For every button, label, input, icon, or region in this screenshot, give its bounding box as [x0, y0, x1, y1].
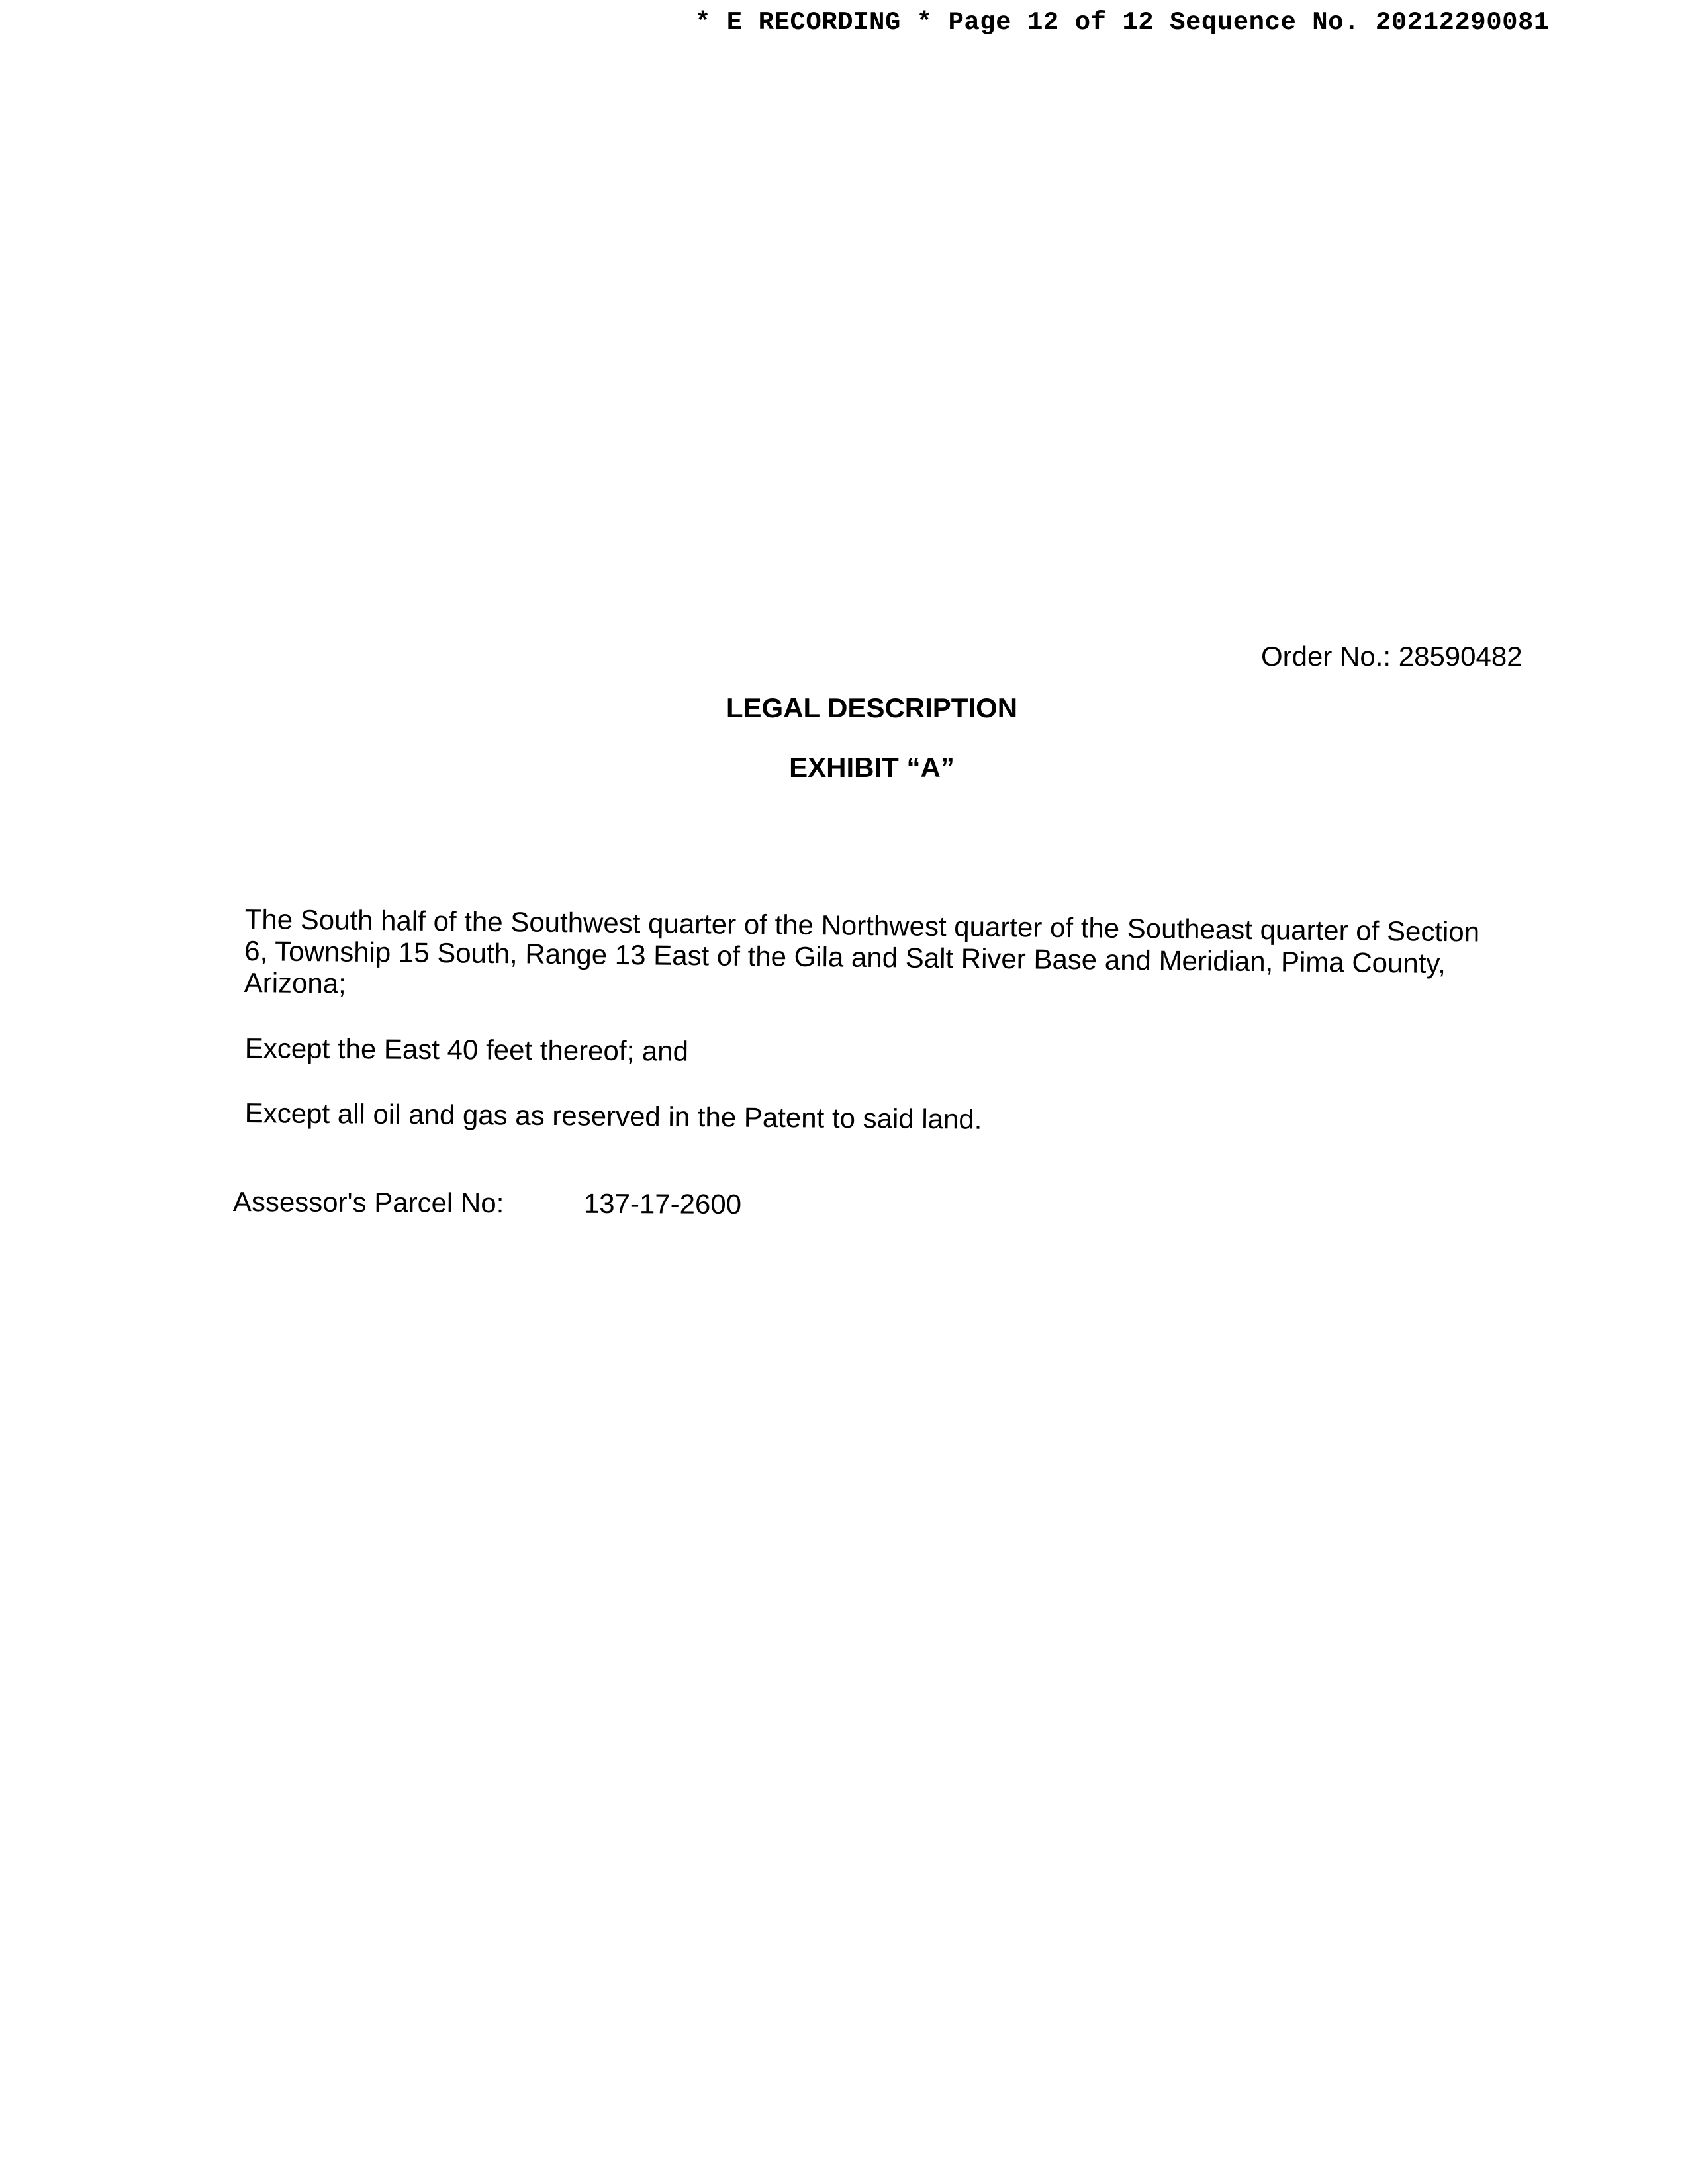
parcel-label: Assessor's Parcel No:	[232, 1186, 504, 1219]
legal-description-paragraph: The South half of the Southwest quarter of the Northwest quarter of the Southeast quarter of Section 6, Township 15 South, Range 13 East of the Gila and Salt River Base and Meridian, Pima County, Arizona;	[244, 903, 1480, 999]
parcel-number-row	[233, 1186, 741, 1220]
recording-header: * E RECORDING * Page 12 of 12 Sequence No. 20212290081	[695, 8, 1550, 37]
exception-east-40-feet: Except the East 40 feet thereof; and	[244, 1032, 689, 1067]
exception-oil-gas: Except all oil and gas as reserved in the Patent to said land.	[244, 1097, 982, 1135]
parcel-value: 137-17-2600	[583, 1187, 742, 1220]
order-number: Order No.: 28590482	[1261, 641, 1523, 672]
document-title: LEGAL DESCRIPTION	[726, 692, 1018, 723]
exhibit-label: EXHIBIT “A”	[789, 752, 955, 783]
